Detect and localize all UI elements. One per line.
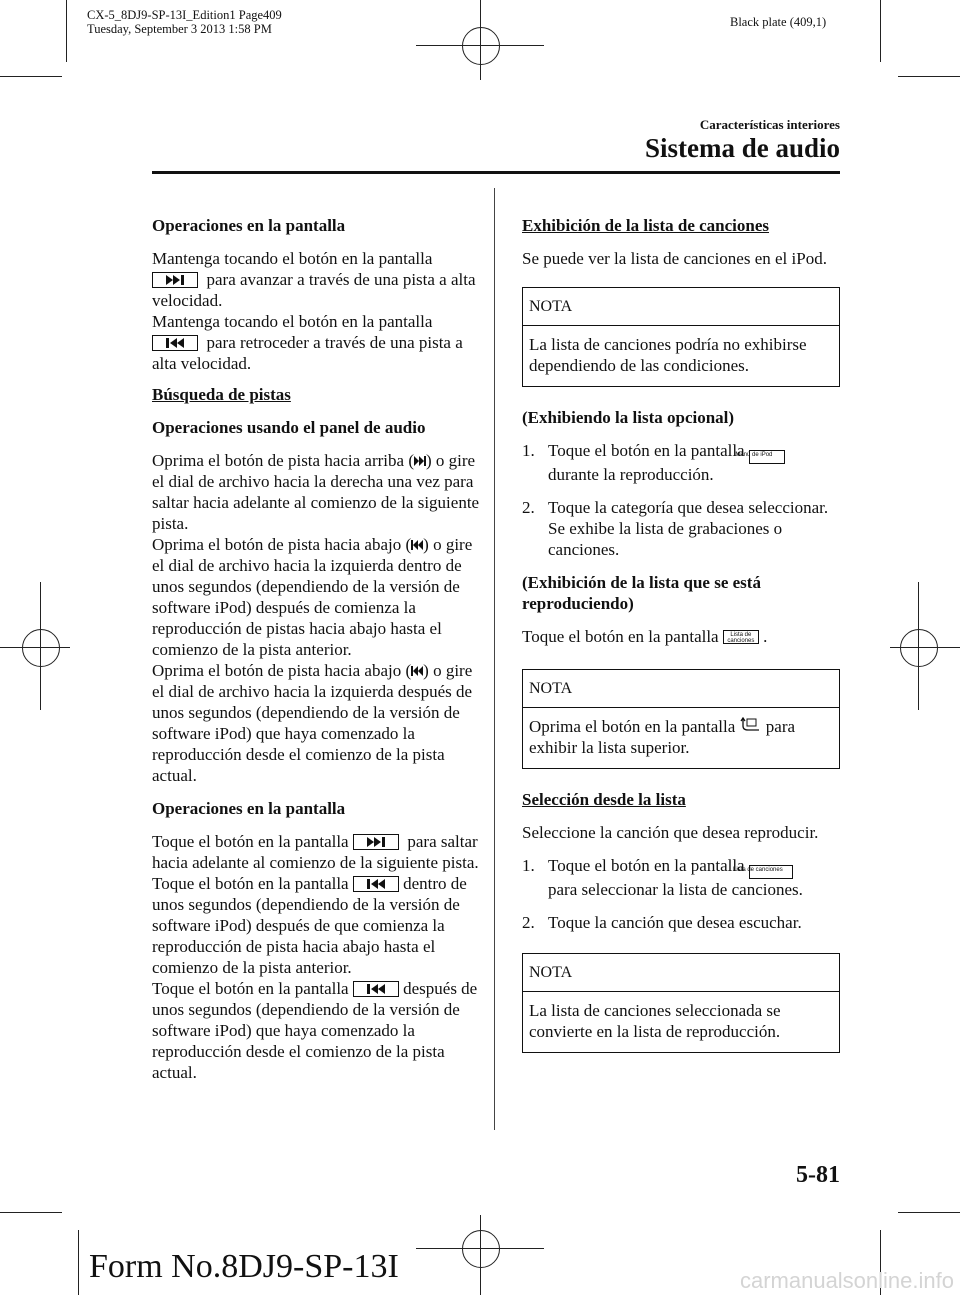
page-title: Sistema de audio xyxy=(644,133,840,163)
paragraph-song-list: Se puede ver la lista de canciones en el iPod. xyxy=(522,249,827,268)
note-text: Oprima el botón en la pantalla para exhibir la lista superior. xyxy=(529,717,796,757)
subheading-panel-ops: Operaciones usando el panel de audio xyxy=(152,418,426,437)
right-column xyxy=(522,215,840,1067)
print-date-line: Tuesday, September 3 2013 1:58 PM xyxy=(87,22,272,36)
crop-mark xyxy=(78,1230,79,1295)
registration-mark xyxy=(22,629,60,667)
page-number: 5-81 xyxy=(796,1162,840,1188)
crop-mark xyxy=(0,76,62,77)
crop-mark xyxy=(0,1212,62,1213)
form-number: Form No.8DJ9-SP-13I xyxy=(89,1248,399,1285)
heading-track-search: Búsqueda de pistas xyxy=(152,385,291,404)
subheading-screen-ops-2: Operaciones en la pantalla xyxy=(152,799,346,818)
track-down-icon xyxy=(411,539,423,551)
note-text: La lista de canciones podría no exhibirse dependiendo de las condiciones. xyxy=(529,335,807,375)
previous-track-button-icon xyxy=(353,981,399,997)
subheading-screen-ops: Operaciones en la pantalla xyxy=(152,216,346,235)
crop-mark xyxy=(898,76,960,77)
section-label: Características interiores xyxy=(699,117,840,132)
heading-song-list: Exhibición de la lista de canciones xyxy=(522,216,769,235)
note-label: NOTA xyxy=(523,670,839,708)
paragraph-hold-buttons: Mantenga tocando el botón en la pantalla para avanzar a través de una pista a alta velocidad. Mantenga tocando el botón en la pantalla para retroceder a través de una pista a alta velocidad. xyxy=(152,249,476,373)
return-icon xyxy=(740,717,762,733)
next-track-button-icon xyxy=(152,272,198,288)
paragraph-select-list: Seleccione la canción que desea reproducir. xyxy=(522,823,819,842)
registration-mark xyxy=(900,629,938,667)
song-list-button: Lista de canciones xyxy=(723,630,759,644)
note-label: NOTA xyxy=(523,954,839,992)
plate-label: Black plate (409,1) xyxy=(730,15,827,29)
watermark: carmanualsonline.info xyxy=(739,1268,954,1293)
heading-select-list: Selección desde la lista xyxy=(522,790,686,809)
paragraph-playing-list: Toque el botón en la pantalla Lista de canciones . xyxy=(522,627,768,646)
previous-track-button-icon xyxy=(353,876,399,892)
step-1: 1. Toque el botón en la pantalla Menú de iPod durante la reproducción. xyxy=(522,440,840,485)
print-doc-line: CX-5_8DJ9-SP-13I_Edition1 Page409 xyxy=(87,8,282,22)
column-divider xyxy=(494,188,495,1130)
header-rule xyxy=(152,171,840,174)
next-track-button-icon xyxy=(353,834,399,850)
crop-mark xyxy=(898,1212,960,1213)
paragraph-screen-ops: Toque el botón en la pantalla para saltar hacia adelante al comienzo de la siguiente pista. Toque el botón en la pantalla dentro de unos segundos (dependiendo de la versión de software iPod) después de que comienza la reproducción de pista hacia abajo hasta el comienzo de la pista anterior. Toque el botón en la pantalla después de unos segundos (dependiendo de la versión de software iPod) que haya comenzado la reproducción desde el comienzo de la pista actual. xyxy=(152,832,479,1082)
select-step-2: 2. Toque la canción que desea escuchar. xyxy=(522,913,802,932)
step-2: 2. Toque la categoría que desea seleccionar. Se exhibe la lista de grabaciones o canciones. xyxy=(522,498,829,559)
ipod-menu-button: Menú de iPod xyxy=(749,450,785,464)
registration-mark xyxy=(462,1230,500,1268)
note-label: NOTA xyxy=(523,288,839,326)
registration-mark xyxy=(462,27,500,65)
paragraph-panel-ops: Oprima el botón de pista hacia arriba ( ) o gire el dial de archivo hacia la derecha una vez para saltar hacia adelante al comienzo de la siguiente pista. Oprima el botón de pista hacia abajo ( ) o gire el dial de archivo hacia la izquierda dentro de unos segundos (dependiendo de la versión de software iPod) después de comienza la reproducción de pistas hacia abajo hasta el comienzo de la pista anterior. Oprima el botón de pista hacia abajo ( ) o gire el dial de archivo hacia la izquierda después de unos segundos (dependiendo de la versión de software iPod) que haya comenzado la reproducción desde el comienzo de la pista actual. xyxy=(152,451,480,785)
subheading-playing-list: (Exhibición de la lista que se está reproduciendo) xyxy=(522,573,761,613)
previous-track-button-icon xyxy=(152,335,198,351)
subheading-optional-list: (Exhibiendo la lista opcional) xyxy=(522,408,735,427)
note-box xyxy=(522,953,840,1053)
left-column xyxy=(152,215,482,1095)
crop-mark xyxy=(880,0,881,62)
note-box xyxy=(522,287,840,387)
note-text: La lista de canciones seleccionada se convierte en la lista de reproducción. xyxy=(529,1001,781,1041)
song-list-button: Lista de canciones xyxy=(749,865,793,879)
track-up-icon xyxy=(414,455,426,467)
track-down-icon xyxy=(411,665,423,677)
note-box xyxy=(522,669,840,769)
select-step-1: 1. Toque el botón en la pantalla Lista de canciones para seleccionar la lista de canciones. xyxy=(522,856,803,899)
crop-mark xyxy=(66,0,67,62)
